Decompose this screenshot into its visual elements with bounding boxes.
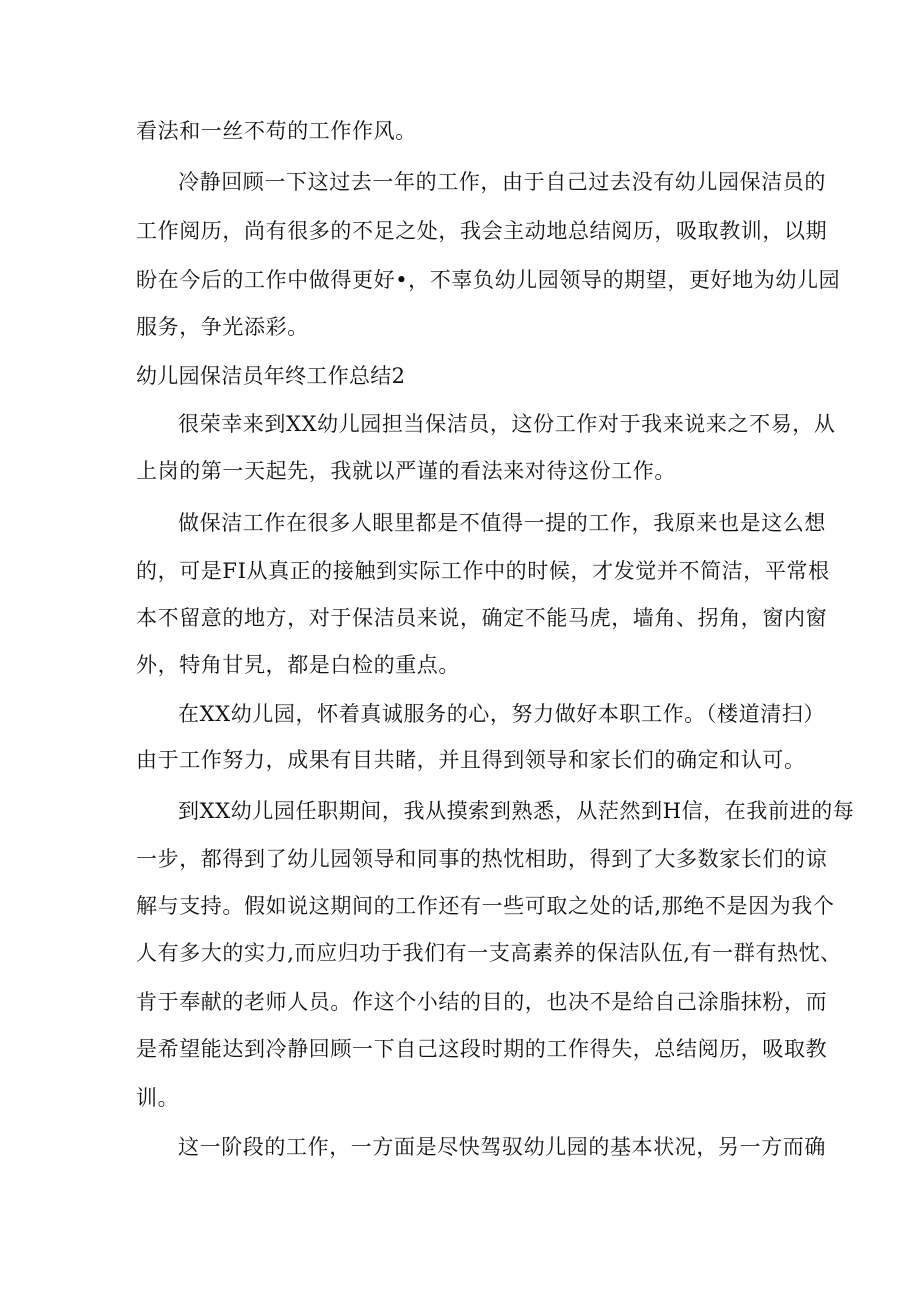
text-line: 本不留意的地方，对于保洁员来说，确定不能马虎，墙角、拐角，窗内窗 [136, 606, 828, 630]
text-line: 做保洁工作在很多人眼里都是不值得一提的工作，我原来也是这么想 [178, 511, 826, 535]
text-line: 这一阶段的工作，一方面是尽快驾驭幼儿园的基本状况，另一方而确 [178, 1135, 826, 1159]
text-line: 训。 [136, 1086, 180, 1110]
text-line: 一步，都得到了幼儿园领导和同事的热忱相助，得到了大多数家长们的谅 [136, 847, 828, 871]
text-line: 解与支持。假如说这期间的工作还有一些可取之处的话,那绝不是因为我个 [136, 894, 835, 918]
text-line: 服务，争光添彩。 [136, 315, 309, 339]
text-line: 上岗的第一天起先，我就以严谨的看法来对待这份工作。 [136, 459, 676, 483]
text-line: 人有多大的实力,而应归功于我们有一支高素养的保洁队伍,有一群有热忱、 [136, 941, 842, 965]
text-line: 的，可是FI从真正的接触到实际工作中的时候，才发觉并不简洁，平常根 [136, 559, 830, 583]
text-line: 看法和一丝不苟的工作作风。 [136, 119, 417, 143]
text-line: 到XX幼儿园任职期间，我从摸索到熟悉，从茫然到H信，在我前进的每 [178, 799, 855, 823]
text-line: 冷静回顾一下这过去一年的工作，由于自己过去没有幼儿园保洁员的 [178, 170, 826, 194]
text-line: 肯于奉献的老师人员。作这个小结的目的，也决不是给自己涂脂抹粉，而 [136, 990, 828, 1014]
text-line: 由于工作努力，成果有目共睹，并且得到领导和家长们的确定和认可。 [136, 748, 806, 772]
text-line: 在XX幼儿园，怀着真诚服务的心，努力做好本职工作。（楼道清扫） [178, 702, 825, 726]
text-line: 很荣幸来到XX幼儿园担当保洁员，这份工作对于我来说来之不易，从 [178, 412, 836, 436]
text-line: 是希望能达到冷静回顾一下自己这段时期的工作得失，总结阅历，吸取教 [136, 1037, 828, 1061]
text-line: 盼在今后的工作中做得更好•，不辜负幼儿园领导的期望，更好地为幼儿园 [136, 268, 841, 292]
section-heading: 幼儿园保洁员年终工作总结2 [136, 364, 406, 388]
text-line: 外，特角甘旯，都是白检的重点。 [136, 653, 460, 677]
text-line: 工作阅历，尚有很多的不足之处，我会主动地总结阅历，吸取教训，以期 [136, 219, 828, 243]
